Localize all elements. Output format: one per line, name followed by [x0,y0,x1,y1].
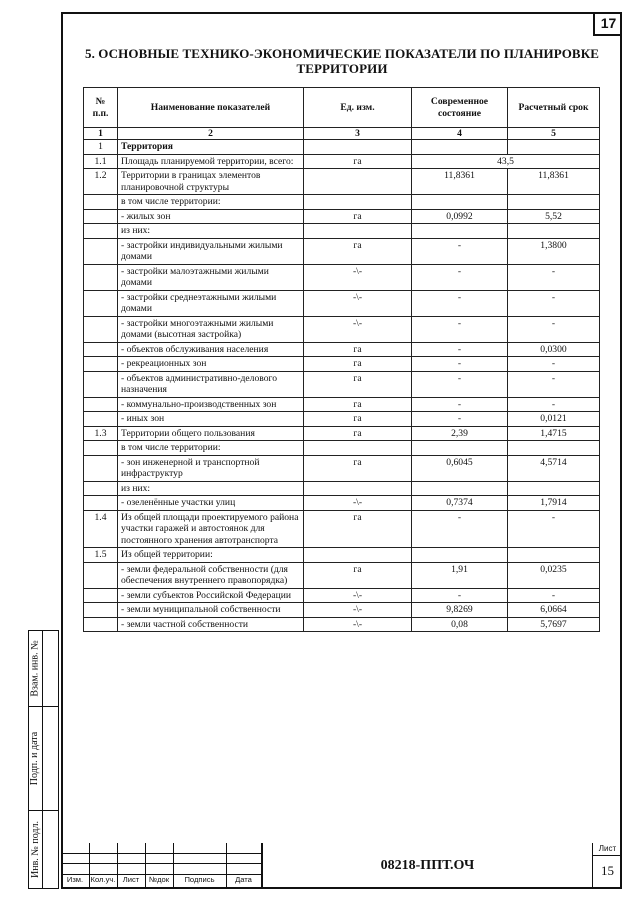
column-number-cell: 5 [508,128,600,140]
row-number [84,316,118,342]
row-number: 1 [84,140,118,155]
row-unit: га [304,426,412,441]
table-header-cell: Расчетный срок [508,88,600,128]
row-number [84,224,118,239]
row-current [412,481,508,496]
row-calculated: 1,4715 [508,426,600,441]
table-row [84,588,600,603]
row-current: - [412,238,508,264]
row-calculated: 0,0300 [508,342,600,357]
row-name: - зон инженерной и транспортной инфраструктур [118,455,304,481]
row-number [84,238,118,264]
row-current: - [412,397,508,412]
column-numbers-row [84,128,600,140]
row-unit: га [304,342,412,357]
row-calculated: - [508,290,600,316]
column-number-cell: 2 [118,128,304,140]
row-calculated: 1,7914 [508,496,600,511]
row-name: - озеленённые участки улиц [118,496,304,511]
row-current [412,224,508,239]
row-number [84,603,118,618]
row-number: 1.2 [84,169,118,195]
row-current: 0,08 [412,617,508,632]
row-unit: га [304,209,412,224]
col-izm: Изм. [66,875,84,884]
row-name: - земли частной собственности [118,617,304,632]
side-label-inv-orig: Инв. № подл. [29,821,41,878]
table-header-cell: № п.п. [84,88,118,128]
row-name: из них: [118,481,304,496]
row-name: Территории общего пользования [118,426,304,441]
row-current [412,441,508,456]
row-unit: -\- [304,617,412,632]
table-row [84,562,600,588]
row-name: из них: [118,224,304,239]
row-calculated [508,195,600,210]
row-name: - иных зон [118,412,304,427]
row-number [84,209,118,224]
side-label-replace-inv: Взам. инв. № [29,639,41,697]
row-name: - коммунально-производственных зон [118,397,304,412]
row-number: 1.3 [84,426,118,441]
col-koluch: Кол.уч. [90,875,116,884]
row-unit [304,169,412,195]
table-row [84,342,600,357]
row-current: 1,91 [412,562,508,588]
row-current [412,195,508,210]
row-calculated: 11,8361 [508,169,600,195]
row-unit: -\- [304,588,412,603]
row-calculated: 5,52 [508,209,600,224]
table-row [84,140,600,155]
row-current: - [412,412,508,427]
row-calculated: - [508,397,600,412]
row-calculated: 5,7697 [508,617,600,632]
row-number [84,441,118,456]
row-calculated: - [508,264,600,290]
row-calculated [508,224,600,239]
row-unit [304,224,412,239]
row-name: Территория [118,140,304,155]
row-name: - объектов административно-делового назначения [118,371,304,397]
row-name: Территории в границах элементов планировочной структуры [118,169,304,195]
row-name: Из общей площади проектируемого района участки гаражей и автостоянок для постоянного хранения автотранспорта [118,510,304,548]
row-number [84,397,118,412]
table-row [84,357,600,372]
sheet-box [592,843,622,889]
row-merged-value: 43,5 [412,154,600,169]
table-row [84,481,600,496]
row-unit [304,140,412,155]
row-name: - застройки среднеэтажными жилыми домами [118,290,304,316]
row-current: - [412,588,508,603]
row-unit [304,195,412,210]
table-row [84,224,600,239]
row-unit: га [304,510,412,548]
row-unit: га [304,455,412,481]
document-code: 08218-ППТ.ОЧ [261,843,592,889]
col-podpis: Подпись [184,875,215,884]
row-current: 2,39 [412,426,508,441]
row-calculated [508,140,600,155]
row-calculated: 1,3800 [508,238,600,264]
row-name: - застройки индивидуальными жилыми домами [118,238,304,264]
row-unit [304,441,412,456]
row-unit [304,548,412,563]
row-current: - [412,264,508,290]
title-block [61,843,622,889]
table-row [84,603,600,618]
row-current: 0,6045 [412,455,508,481]
row-unit: -\- [304,264,412,290]
row-unit: -\- [304,603,412,618]
side-divider [28,810,59,811]
indicators-table [83,87,600,632]
row-current [412,548,508,563]
row-number: 1.1 [84,154,118,169]
table-row [84,316,600,342]
title-line-2: ТЕРРИТОРИИ [296,61,388,76]
row-current: 9,8269 [412,603,508,618]
side-divider-vertical [42,630,43,889]
row-name: - объектов обслуживания населения [118,342,304,357]
revision-grid [61,843,261,889]
row-name: - земли муниципальной собственности [118,603,304,618]
row-current [412,140,508,155]
title-line-1: 5. ОСНОВНЫЕ ТЕХНИКО-ЭКОНОМИЧЕСКИЕ ПОКАЗАТЕЛИ ПО ПЛАНИРОВКЕ [84,46,599,61]
row-unit: га [304,154,412,169]
col-data: Дата [235,875,252,884]
table-row [84,412,600,427]
sheet-value: 15 [601,863,614,878]
table-row [84,195,600,210]
row-number [84,195,118,210]
row-unit: га [304,371,412,397]
table-header-cell: Современное состояние [412,88,508,128]
row-number [84,455,118,481]
row-unit: га [304,412,412,427]
sheet-number: 17 [593,12,622,36]
row-calculated: 0,0121 [508,412,600,427]
row-number [84,357,118,372]
table-row [84,510,600,548]
table-header-cell: Наименование показателей [118,88,304,128]
side-divider [28,706,59,707]
row-current: - [412,371,508,397]
column-number-cell: 1 [84,128,118,140]
row-calculated: - [508,371,600,397]
table-row [84,371,600,397]
table-row [84,548,600,563]
table-header-cell: Ед. изм. [304,88,412,128]
row-current: - [412,510,508,548]
row-number [84,290,118,316]
table-row [84,455,600,481]
row-name: - земли федеральной собственности (для обеспечения внутреннего правопорядка) [118,562,304,588]
table-row [84,397,600,412]
table-row [84,238,600,264]
row-number [84,481,118,496]
table-row [84,617,600,632]
table-row [84,496,600,511]
row-unit: га [304,357,412,372]
row-number [84,562,118,588]
row-calculated: 6,0664 [508,603,600,618]
row-name: Из общей территории: [118,548,304,563]
table-row [84,169,600,195]
row-number [84,496,118,511]
row-current: 0,0992 [412,209,508,224]
row-current: - [412,342,508,357]
row-calculated [508,441,600,456]
row-current: 0,7374 [412,496,508,511]
row-name: Площадь планируемой территории, всего: [118,154,304,169]
row-current: - [412,316,508,342]
row-current: - [412,290,508,316]
row-number [84,264,118,290]
row-current: 11,8361 [412,169,508,195]
row-number [84,412,118,427]
row-calculated: - [508,316,600,342]
side-label-sign-date: Подп. и дата [29,731,41,785]
col-list: Лист [122,875,140,884]
row-calculated [508,481,600,496]
table-header-row [84,88,600,128]
row-name: в том числе территории: [118,195,304,210]
row-name: - застройки малоэтажными жилыми домами [118,264,304,290]
row-unit: -\- [304,290,412,316]
row-number [84,342,118,357]
row-calculated: - [508,588,600,603]
row-calculated: - [508,510,600,548]
row-number [84,617,118,632]
row-calculated [508,548,600,563]
row-number [84,588,118,603]
row-unit: -\- [304,316,412,342]
sheet-label: Лист [593,843,622,856]
table-row [84,209,600,224]
column-number-cell: 4 [412,128,508,140]
row-calculated: 4,5714 [508,455,600,481]
row-name: - застройки многоэтажными жилыми домами (высотная застройка) [118,316,304,342]
row-unit: га [304,397,412,412]
col-ndok: №док [148,875,170,884]
row-calculated: - [508,357,600,372]
row-number: 1.4 [84,510,118,548]
column-number-cell: 3 [304,128,412,140]
table-row [84,426,600,441]
row-name: - рекреационных зон [118,357,304,372]
row-name: - жилых зон [118,209,304,224]
row-name: - земли субъектов Российской Федерации [118,588,304,603]
row-number [84,371,118,397]
row-current: - [412,357,508,372]
row-calculated: 0,0235 [508,562,600,588]
row-name: в том числе территории: [118,441,304,456]
row-unit: га [304,238,412,264]
row-unit [304,481,412,496]
row-number: 1.5 [84,548,118,563]
table-row [84,441,600,456]
row-unit: -\- [304,496,412,511]
page-title [72,46,612,76]
table-row [84,154,600,169]
row-unit: га [304,562,412,588]
table-row [84,264,600,290]
table-row [84,290,600,316]
